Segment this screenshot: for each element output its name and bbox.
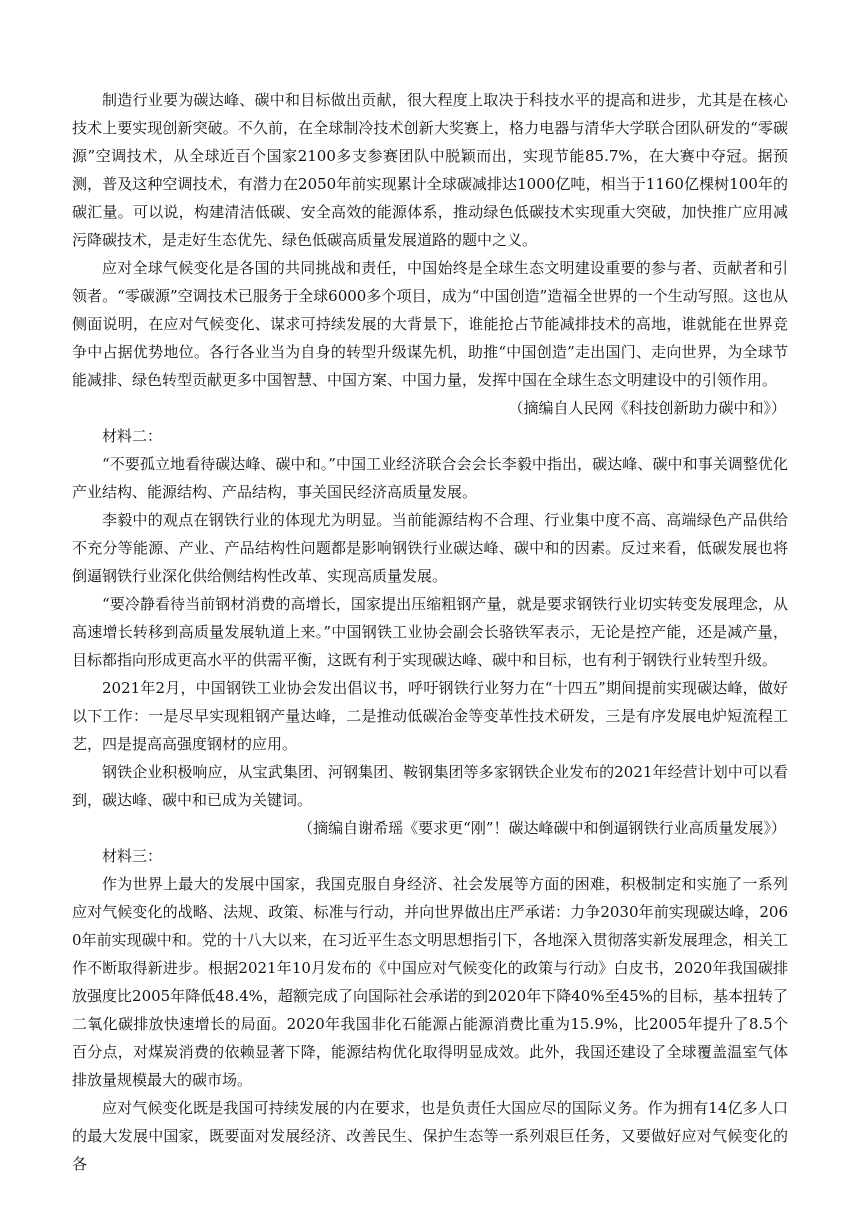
- paragraph: “不要孤立地看待碳达峰、碳中和。”中国工业经济联合会会长李毅中指出，碳达峰、碳中和事关调整优化产业结构、能源结构、产品结构，事关国民经济高质量发展。: [72, 455, 788, 501]
- paragraph: 应对全球气候变化是各国的共同挑战和责任，中国始终是全球生态文明建设重要的参与者、贡献者和引领者。“零碳源”空调技术已服务于全球6000多个项目，成为“中国创造”造福全世界的一个生动写照。这也从侧面说明，在应对气候变化、谋求可持续发展的大背景下，谁能抢占节能减排技术的高地，谁就能在世界竞争中占据优势地位。各行各业当为自身的转型升级谋先机，助推“中国创造”走出国门、走向世界，为全球节能减排、绿色转型贡献更多中国智慧、中国方案、中国力量，发挥中国在全球生态文明建设中的引领作用。: [72, 259, 788, 389]
- paragraph: “要冷静看待当前钢材消费的高增长，国家提出压缩粗钢产量，就是要求钢铁行业切实转变发展理念，从高速增长转移到高质量发展轨道上来。”中国钢铁工业协会副会长骆铁军表示，无论是控产能，还是减产量，目标都指向形成更高水平的供需平衡，这既有利于实现碳达峰、碳中和目标，也有利于钢铁行业转型升级。: [72, 595, 788, 669]
- paragraph: 钢铁企业积极响应，从宝武集团、河钢集团、鞍钢集团等多家钢铁企业发布的2021年经营计划中可以看到，碳达峰、碳中和已成为关键词。: [72, 763, 788, 809]
- paragraph: 李毅中的观点在钢铁行业的体现尤为明显。当前能源结构不合理、行业集中度不高、高端绿色产品供给不充分等能源、产业、产品结构性问题都是影响钢铁行业碳达峰、碳中和的因素。反过来看，低碳发展也将倒逼钢铁行业深化供给侧结构性改革、实现高质量发展。: [72, 511, 788, 585]
- source-citation: （摘编自人民网《科技创新助力碳中和》）: [508, 399, 786, 417]
- paragraph: 2021年2月，中国钢铁工业协会发出倡议书，呼吁钢铁行业努力在“十四五”期间提前实现碳达峰，做好以下工作：一是尽早实现粗钢产量达峰，二是推动低碳冶金等变革性技术研发，三是有序发展电炉短流程工艺，四是提高高强度钢材的应用。: [72, 679, 788, 753]
- source-citation: （摘编自谢希瑶《要求更“刚”！碳达峰碳中和倒逼钢铁行业高质量发展》）: [298, 819, 786, 837]
- section-heading: 材料三：: [102, 847, 163, 865]
- paragraph: 制造行业要为碳达峰、碳中和目标做出贡献，很大程度上取决于科技水平的提高和进步，尤其是在核心技术上要实现创新突破。不久前，在全球制冷技术创新大奖赛上，格力电器与清华大学联合团队研发的“零碳源”空调技术，从全球近百个国家2100多支参赛团队中脱颖而出，实现节能85.7%，在大赛中夺冠。据预测，普及这种空调技术，有潜力在2050年前实现累计全球碳减排达1000亿吨，相当于1160亿棵树100年的碳汇量。可以说，构建清洁低碳、安全高效的能源体系，推动绿色低碳技术实现重大突破，加快推广应用减污降碳技术，是走好生态优先、绿色低碳高质量发展道路的题中之义。: [72, 91, 788, 249]
- document-page: [72, 86, 788, 1178]
- paragraph: 作为世界上最大的发展中国家，我国克服自身经济、社会发展等方面的困难，积极制定和实施了一系列应对气候变化的战略、法规、政策、标准与行动，并向世界做出庄严承诺：力争2030年前实现碳达峰，2060年前实现碳中和。党的十八大以来，在习近平生态文明思想指引下，各地深入贯彻落实新发展理念，相关工作不断取得新进步。根据2021年10月发布的《中国应对气候变化的政策与行动》白皮书，2020年我国碳排放强度比2005年降低48.4%，超额完成了向国际社会承诺的到2020年下降40%至45%的目标，基本扭转了二氧化碳排放快速增长的局面。2020年我国非化石能源占能源消费比重为15.9%，比2005年提升了8.5个百分点，对煤炭消费的依赖显著下降，能源结构优化取得明显成效。此外，我国还建设了全球覆盖温室气体排放量规模最大的碳市场。: [72, 875, 788, 1089]
- section-heading: 材料二：: [102, 427, 163, 445]
- paragraph: 应对气候变化既是我国可持续发展的内在要求，也是负责任大国应尽的国际义务。作为拥有14亿多人口的最大发展中国家，既要面对发展经济、改善民生、保护生态等一系列艰巨任务，又要做好应对气候变化的各: [72, 1099, 788, 1173]
